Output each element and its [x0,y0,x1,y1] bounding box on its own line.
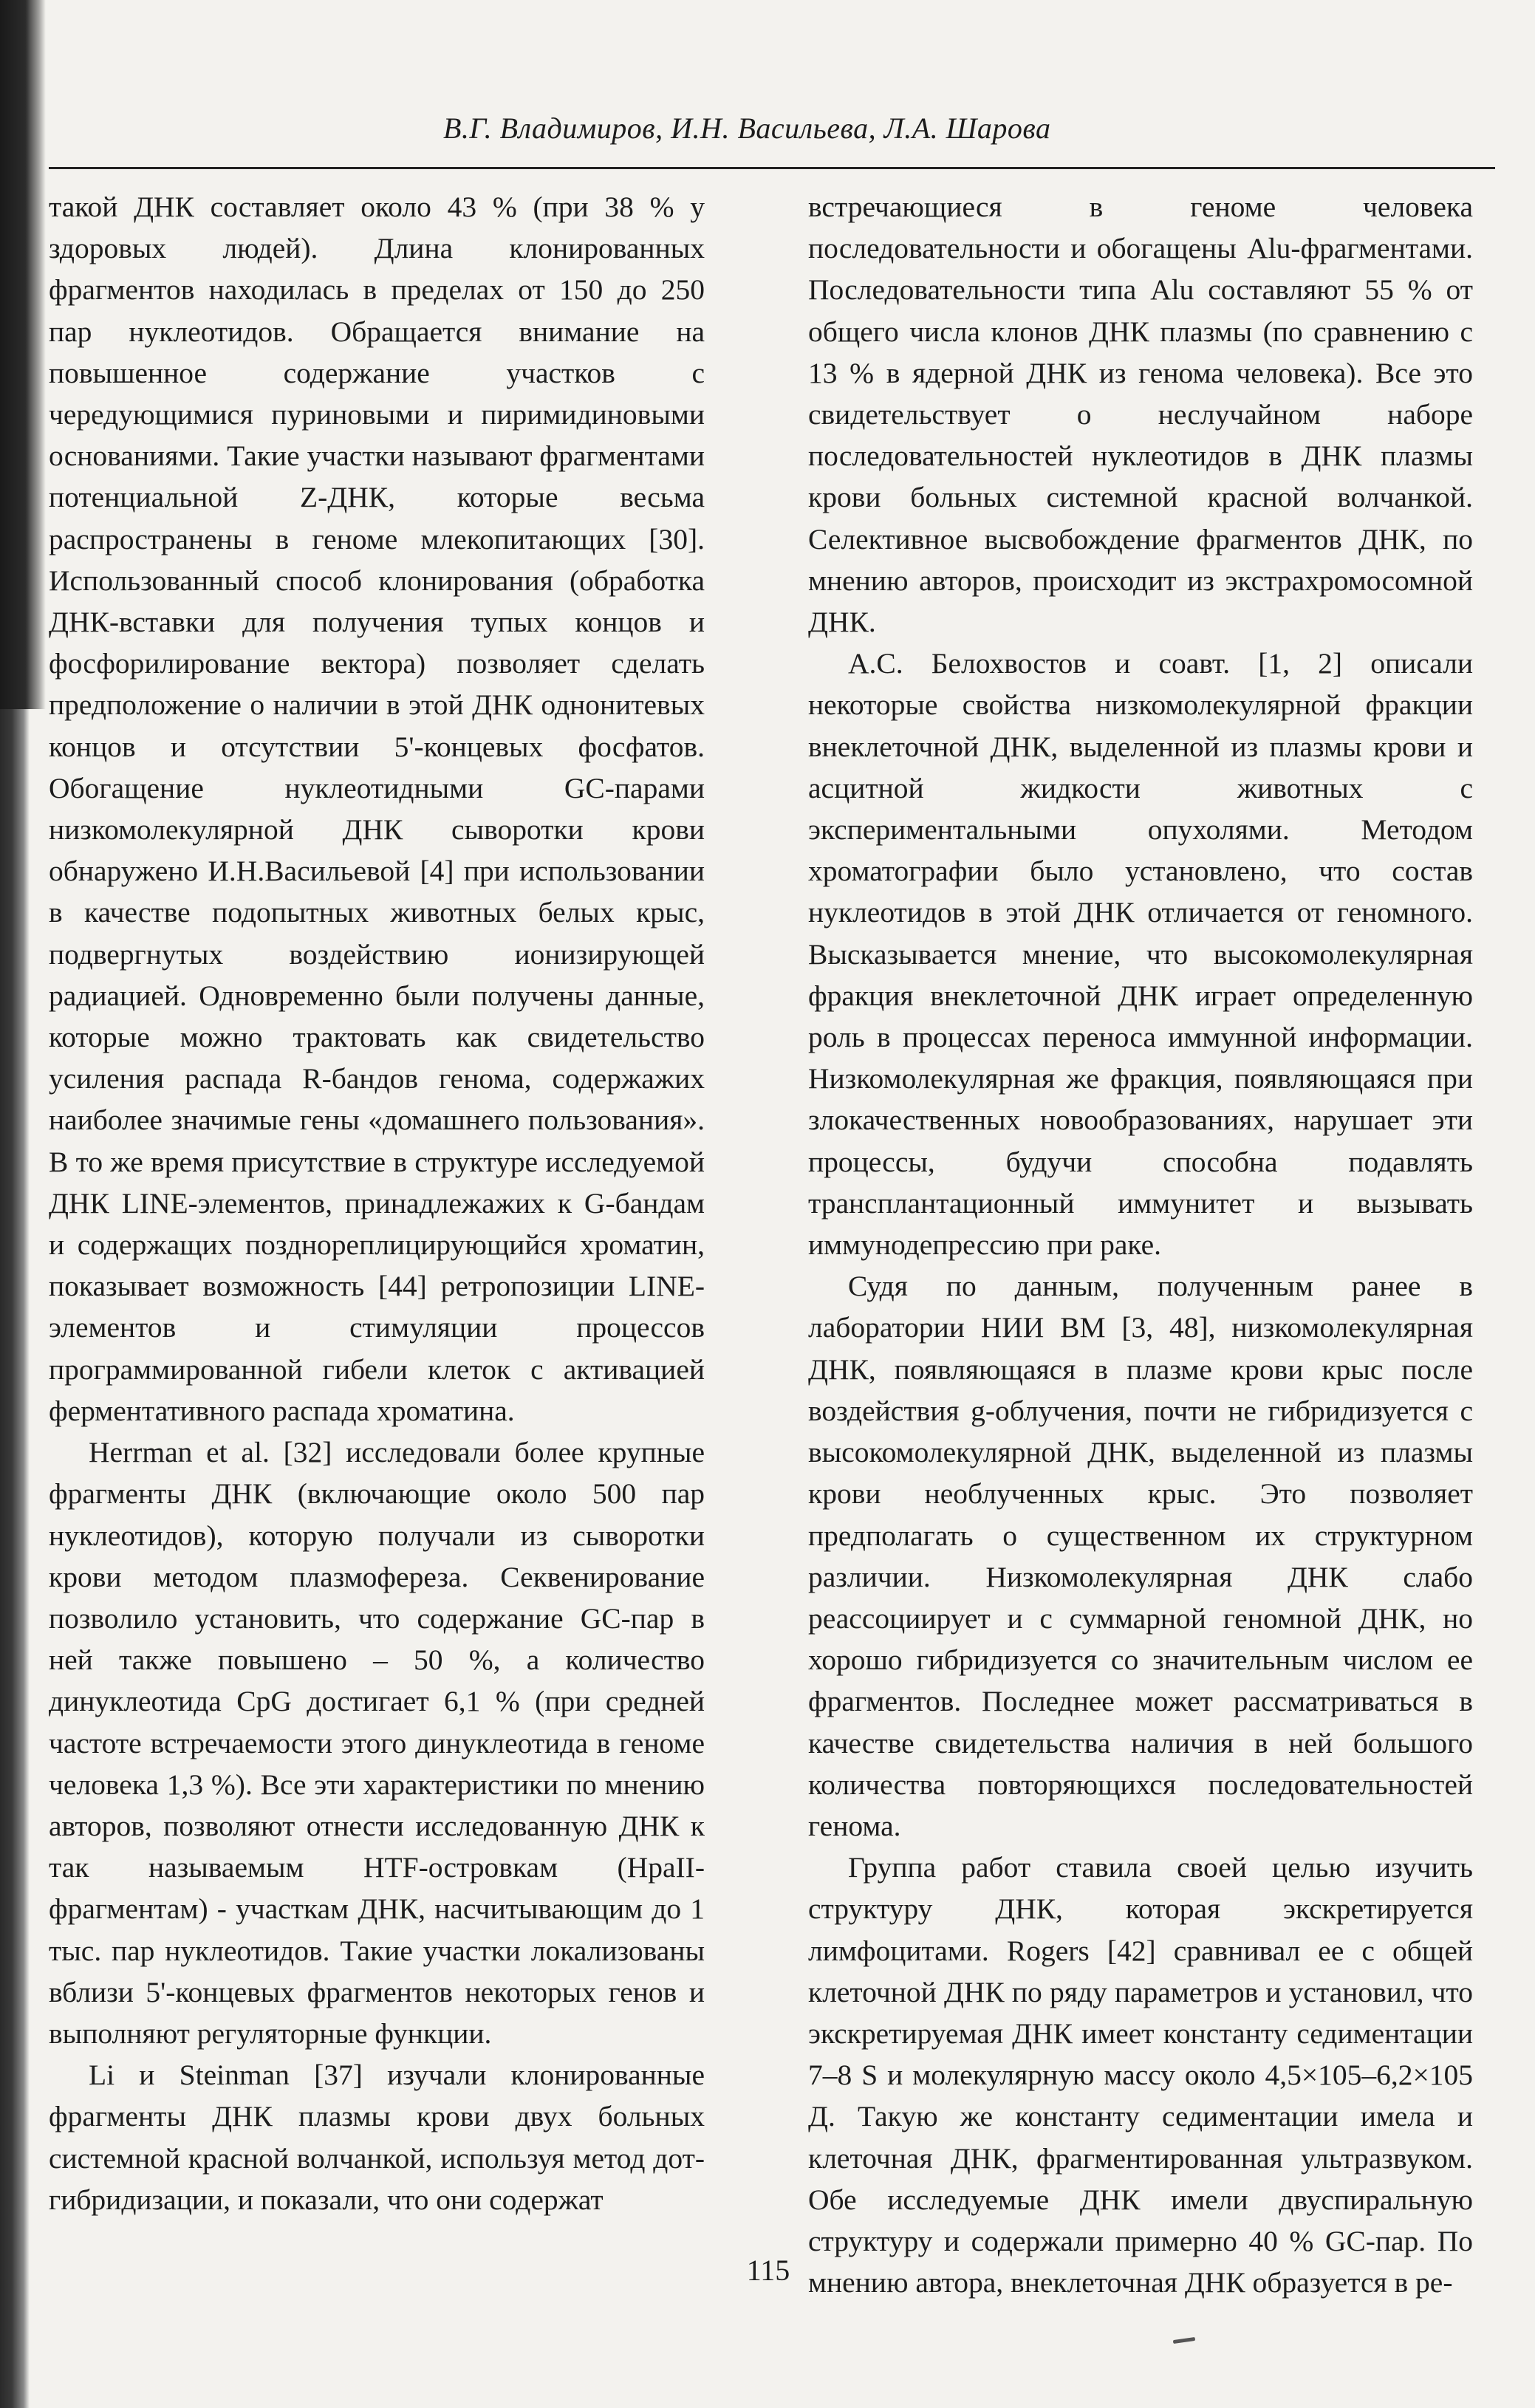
paragraph-right-4: Группа работ ставила своей целью изучить структуру ДНК, которая экскретируется лимфоцитами. Rogers [42] сравнивал ее с общей клеточной ДНК по ряду параметров и установил, что экскретируемая ДНК имеет константу седиментации 7–8 S и молекулярную массу около 4,5×105–6,2×105 Д. Такую же константу седиментации имела и клеточная ДНК, фрагментированная ультразвуком. Обе исследуемые ДНК имели двуспиральную структуру и содержали примерно 40 % GC-пар. По мнению автора, внеклеточная ДНК образуется в ре- [808,1851,1473,2299]
paragraph-left-1: такой ДНК составляет около 43 % (при 38 % у здоровых людей). Длина клонированных фрагментов находилась в пределах от 150 до 250 пар нуклеотидов. Обращается внимание на повышенное содержание участков с чередующимися пуриновыми и пиримидиновыми основаниями. Такие участки называют фрагментами потенциальной Z-ДНК, которые весьма распространены в геноме млекопитающих [30]. Использованный способ клонирования (обработка ДНК-вставки для получения тупых концов и фосфорилирование вектора) позволяет сделать предположение о наличии в этой ДНК однонитевых концов и отсутствии 5'-концевых фосфатов. Обогащение нуклеотидными GC-парами низкомолекулярной ДНК сыворотки крови обнаружено И.Н.Васильевой [4] при использовании в качестве подопытных животных белых крыс, подвергнутых воздействию ионизирующей радиацией. Одновременно были получены данные, которые можно трактовать как свидетельство усиления распада R-бандов генома, содержажих наиболее значимые гены «домашнего пользования». В то же время присутствие в структуре исследуемой ДНК LINE-элементов, принадлежажих к G-бандам и содержащих позднореплицирующийся хроматин, показывает возможность [44] ретропозиции LINE-элементов и стимуляции процессов программированной гибели клеток с активацией ферментативного распада хроматина. [49,191,705,1427]
paragraph-right-2: А.С. Белохвостов и соавт. [1, 2] описали некоторые свойства низкомолекулярной фракции внеклеточной ДНК, выделенной из плазмы крови и асцитной жидкости животных с экспериментальными опухолями. Методом хроматографии было установлено, что состав нуклеотидов в этой ДНК отличается от геномного. Высказывается мнение, что высокомолекулярная фракция внеклеточной ДНК играет определенную роль в процессах переноса иммунной информации. Низкомолекулярная же фракция, появляющаяся при злокачественных новообразованиях, нарушает эти процессы, будучи способна подавлять трансплантационный иммунитет и вызывать иммунодепрессию при раке. [808,647,1473,1262]
paragraph-left-3: Li и Steinman [37] изучали клонированные фрагменты ДНК плазмы крови двух больных системной красной волчанкой, используя метод дот-гибридизации, и показали, что они содержат [49,2059,705,2216]
paragraph-left-2: Herrman et al. [32] исследовали более крупные фрагменты ДНК (включающие около 500 пар нуклеотидов), которую получали из сыворотки крови методом плазмофереза. Секвенирование позволило установить, что содержание GC-пар в ней также повышено – 50 %, а количество динуклеотида CpG достигает 6,1 % (при средней частоте встречаемости этого динуклеотида в геноме человека 1,3 %). Все эти характеристики по мнению авторов, позволяют отнести исследованную ДНК к так называемым HTF-островкам (HpaII-фрагментам) - участкам ДНК, насчитывающим до 1 тыс. пар нуклеотидов. Такие участки локализованы вблизи 5'-концевых фрагментов некоторых генов и выполняют регуляторные функции. [49,1436,705,2050]
header-rule [49,167,1495,169]
scan-shadow-edge-dark [0,0,46,709]
left-column [49,186,705,2220]
running-header-authors: В.Г. Владимиров, И.Н. Васильева, Л.А. Шарова [443,112,1051,145]
right-column [808,186,1473,2303]
paragraph-right-3: Судя по данным, полученным ранее в лаборатории НИИ ВМ [3, 48], низкомолекулярная ДНК, появляющаяся в плазме крови крыс после воздействия g-облучения, почти не гибридизуется с высокомолекулярной ДНК, выделенной из плазмы крови необлученных крыс. Это позволяет предполагать о существенном их структурном различии. Низкомолекулярная ДНК слабо реассоциирует и с суммарной геномной ДНК, но хорошо гибридизуется со значительным числом ее фрагментов. Последнее может рассматриваться в качестве свидетельства наличия в ней большого количества повторяющихся последовательностей генома. [808,1270,1473,1842]
page-number: 115 [746,2254,790,2287]
scan-smudge-mark [1173,2337,1195,2344]
paragraph-right-1: встречающиеся в геноме человека последовательности и обогащены Alu-фрагментами. Последовательности типа Alu составляют 55 % от общего числа клонов ДНК плазмы (по сравнению с 13 % в ядерной ДНК из генома человека). Все это свидетельствует о неслучайном наборе последовательностей нуклеотидов в ДНК плазмы крови больных системной красной волчанкой. Селективное высвобождение фрагментов ДНК, по мнению авторов, происходит из экстрахромосомной ДНК. [808,191,1473,639]
